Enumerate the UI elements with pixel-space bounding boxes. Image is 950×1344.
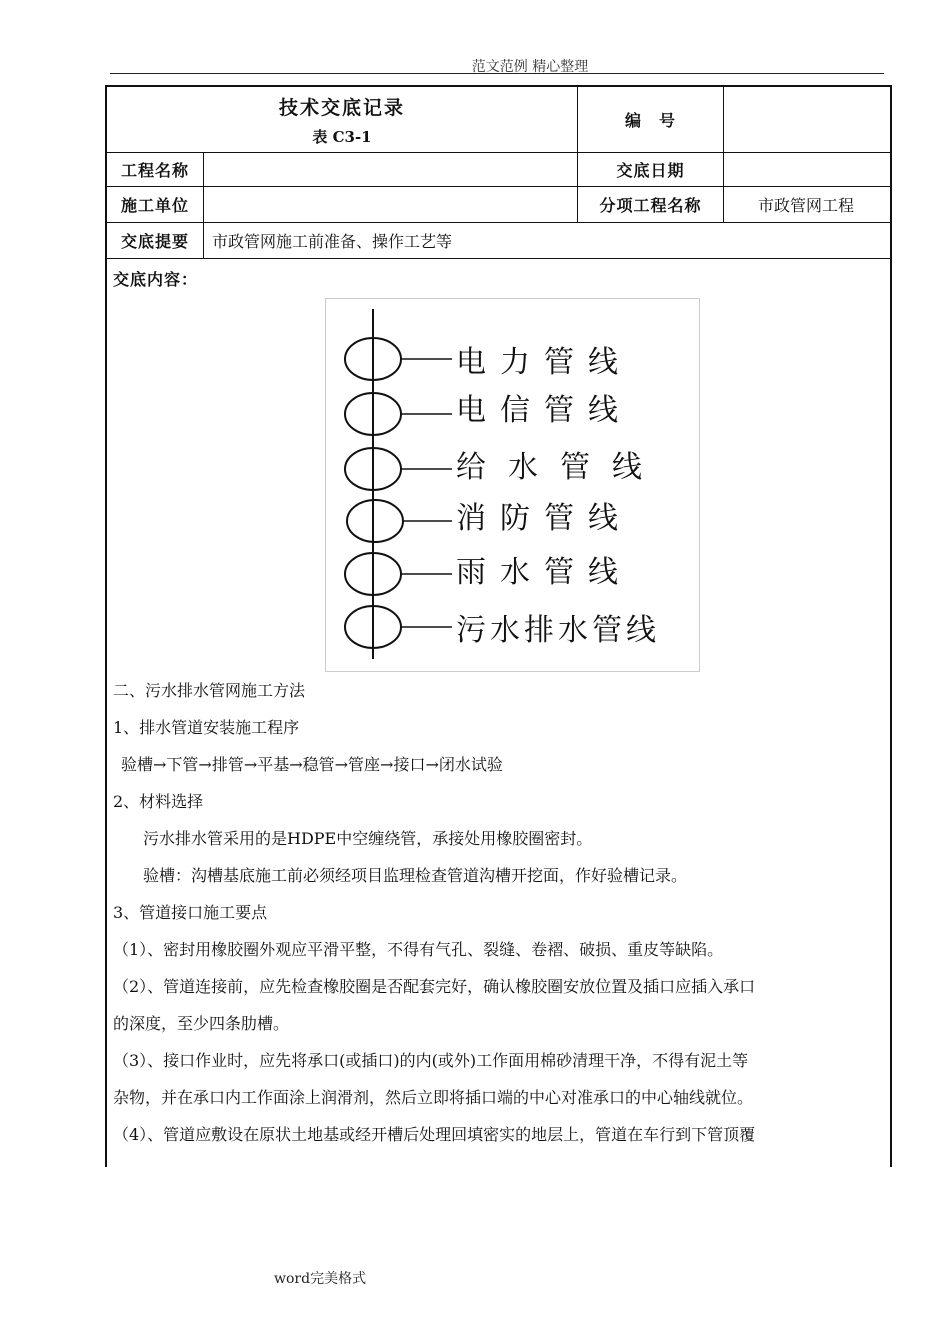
s3-item-1: （1）、密封用橡胶圈外观应平滑平整，不得有气孔、裂缝、卷褶、破损、重皮等缺陷。	[113, 940, 724, 959]
summary-field[interactable]: 市政管网施工前准备、操作工艺等	[212, 232, 453, 251]
s3-title: 3、管道接口施工要点	[113, 903, 268, 922]
pipe-circle-4	[347, 500, 452, 542]
summary-label: 交底提要	[120, 232, 189, 251]
header-rule	[110, 73, 884, 74]
page-footer: word完美格式	[274, 1271, 367, 1287]
pipe-circle-2	[345, 393, 452, 435]
project-name-label: 工程名称	[120, 161, 189, 180]
s2-paragraph-1: 污水排水管采用的是HDPE中空缠绕管，承接处用橡胶圈密封。	[143, 829, 593, 848]
s2-title: 2、材料选择	[113, 792, 204, 811]
subproject-field[interactable]: 市政管网工程	[757, 196, 854, 215]
pipe-circle-5	[345, 553, 452, 595]
s3-item-2-line-1: （2）、管道连接前，应先检查橡胶圈是否配套完好，确认橡胶圈安放位置及插口应插入承口	[113, 977, 756, 996]
s3-item-3-line-2: 杂物，并在承口内工作面涂上润滑剂，然后立即将插口端的中心对准承口的中心轴线就位。	[113, 1088, 754, 1107]
s2-paragraph-2: 验槽：沟槽基底施工前必须经项目监理检查管道沟槽开挖面，作好验槽记录。	[143, 866, 688, 885]
pipe-circle-6	[345, 606, 452, 648]
pipe-label-fire: 消防管线	[456, 501, 632, 536]
code-field[interactable]	[724, 87, 888, 152]
project-name-field[interactable]	[204, 153, 585, 186]
s1-title: 1、排水管道安装施工程序	[113, 718, 300, 737]
code-label: 编 号	[624, 111, 676, 130]
pipe-label-rainwater: 雨水管线	[456, 555, 632, 590]
section-2-title: 二、污水排水管网施工方法	[113, 681, 306, 700]
pipe-label-sewage: 污水排水管线	[456, 613, 660, 648]
form-title: 技术交底记录	[278, 96, 405, 119]
pipe-label-power: 电力管线	[456, 345, 632, 380]
pipe-circle-1	[345, 338, 452, 380]
date-field[interactable]	[724, 153, 888, 186]
pipe-label-water-supply: 给水管线	[456, 450, 664, 485]
s3-item-2-line-2: 的深度，至少四条肋槽。	[113, 1014, 290, 1033]
pipe-layout-diagram	[325, 298, 700, 672]
pipe-circle-3	[345, 448, 452, 490]
unit-label: 施工单位	[120, 196, 189, 215]
s1-flow: 验槽→下管→排管→平基→稳管→管座→接口→闭水试验	[121, 755, 503, 774]
pipe-label-telecom: 电信管线	[456, 393, 632, 428]
row-border-4	[105, 258, 890, 259]
page-header: 范文范例 精心整理	[471, 59, 589, 75]
form-number: 表 C3-1	[312, 127, 372, 146]
date-label: 交底日期	[616, 161, 685, 180]
s3-item-3-line-1: （3）、接口作业时，应先将承口(或插口)的内(或外)工作面用棉砂清理干净，不得有泥土等	[113, 1051, 749, 1070]
content-body	[113, 672, 883, 1153]
unit-field[interactable]	[204, 187, 585, 222]
content-label: 交底内容：	[113, 269, 199, 289]
s3-item-4-line-1: （4）、管道应敷设在原状土地基或经开槽后处理回填密实的地层上，管道在车行到下管顶覆	[113, 1125, 756, 1144]
title-cell	[107, 87, 577, 152]
subproject-label: 分项工程名称	[599, 196, 702, 215]
